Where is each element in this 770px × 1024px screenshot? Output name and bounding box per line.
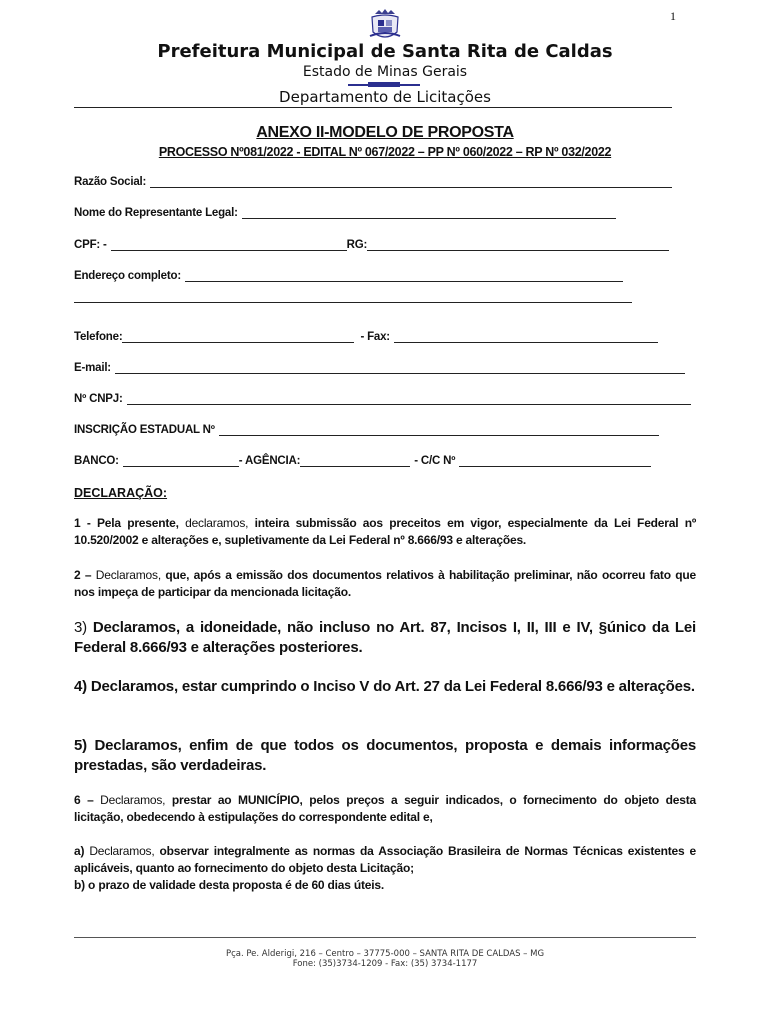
banco-line[interactable] [123, 455, 239, 467]
footer-address: Pça. Pe. Alderigi, 216 – Centro – 37775-000 – SANTA RITA DE CALDAS – MG [225, 949, 545, 959]
endereco-field[interactable] [74, 270, 623, 282]
p6-lead: 6 – [74, 793, 101, 807]
p2-text: que, após a emissão dos documentos relativos à habilitação preliminar, não ocorreu fato que nos impeça de participar da mencionada licitação. [74, 568, 696, 599]
declaration-paragraph-3 [74, 618, 696, 658]
p3-text: Declaramos, a idoneidade, não incluso no Art. 87, Incisos I, II, III e IV, §único da Lei Federal 8.666/93 e alterações posteriores. [74, 619, 696, 656]
declaration-paragraph-5: 5) Declaramos, enfim de que todos os documentos, proposta e demais informações prestadas, são verdadeiras. [74, 737, 696, 774]
pa-verb: Declaramos, [89, 844, 160, 858]
fax-label: - Fax: [360, 331, 390, 343]
representante-label: Nome do Representante Legal: [74, 207, 238, 219]
p2-verb: Declaramos, [95, 568, 166, 582]
cc-line[interactable] [459, 455, 651, 467]
process-line: PROCESSO Nº081/2022 - EDITAL Nº 067/2022 – PP Nº 060/2022 – RP Nº 032/2022 [158, 145, 612, 159]
p6-verb: Declaramos, [100, 793, 172, 807]
cpf-line[interactable] [111, 239, 347, 251]
municipality-title: Prefeitura Municipal de Santa Rita de Caldas [157, 41, 613, 62]
footer-rule [74, 937, 696, 938]
agencia-label: - AGÊNCIA: [238, 455, 301, 467]
endereco-line[interactable] [185, 270, 623, 282]
representante-line[interactable] [242, 207, 616, 219]
page-number: 1 [670, 9, 676, 23]
annex-title: ANEXO II-MODELO DE PROPOSTA [256, 124, 514, 141]
cc-label: - C/C Nº [414, 455, 456, 467]
email-line[interactable] [115, 362, 685, 374]
banco-label: BANCO: [74, 455, 119, 467]
footer-phone: Fone: (35)3734-1209 - Fax: (35) 3734-1177 [292, 959, 478, 969]
email-field[interactable] [74, 362, 685, 374]
state-name: Estado de Minas Gerais [302, 64, 468, 80]
razao-social-field[interactable] [74, 176, 672, 188]
header-rule [74, 107, 672, 108]
razao-social-label: Razão Social: [74, 176, 147, 188]
pa-lead: a) [74, 844, 90, 858]
rg-line[interactable] [367, 239, 669, 251]
inscricao-line[interactable] [219, 424, 659, 436]
department-name: Departamento de Licitações [279, 88, 491, 106]
email-label: E-mail: [74, 362, 111, 374]
telefone-fax-field[interactable] [74, 331, 658, 343]
telefone-line[interactable] [122, 331, 354, 343]
p2-lead: 2 – [74, 568, 96, 582]
declaration-item-a [74, 843, 696, 877]
agencia-line[interactable] [300, 455, 410, 467]
banco-field[interactable] [74, 455, 651, 467]
rg-label: RG: [346, 239, 368, 251]
coat-of-arms-icon [369, 8, 401, 44]
p1-text: inteira submissão aos preceitos em vigor, especialmente da Lei Federal nº 10.520/2002 e alterações e, supletivamente da Lei Federal nº 8.666/93 e alterações. [74, 516, 697, 547]
declaration-item-b: b) o prazo de validade desta proposta é de 60 dias úteis. [74, 878, 385, 892]
pa-text: observar integralmente as normas da Associação Brasileira de Normas Técnicas existentes e aplicáveis, quanto ao fornecimento do objeto desta Licitação; [74, 844, 696, 875]
cpf-rg-field[interactable] [74, 239, 669, 251]
p3-lead: 3) [74, 619, 93, 636]
declaration-paragraph-2 [74, 567, 696, 601]
header-divider-accent [368, 82, 400, 87]
endereco-line-2[interactable] [74, 302, 632, 303]
razao-social-line[interactable] [150, 176, 672, 188]
representante-field[interactable] [74, 207, 616, 219]
endereco-label: Endereço completo: [74, 270, 181, 282]
inscricao-label: INSCRIÇÃO ESTADUAL Nº [74, 424, 215, 436]
declaration-paragraph-1 [74, 515, 696, 549]
inscricao-field[interactable] [74, 424, 659, 436]
declaration-paragraph-6 [74, 792, 696, 826]
cnpj-field[interactable] [74, 393, 691, 405]
p6-text: prestar ao MUNICÍPIO, pelos preços a seguir indicados, o fornecimento do objeto desta licitação, obedecendo à estipulações do correspondente edital e, [74, 793, 696, 824]
cnpj-label: Nº CNPJ: [74, 393, 123, 405]
cnpj-line[interactable] [127, 393, 691, 405]
cpf-label: CPF: - [74, 239, 107, 251]
p1-lead: 1 - Pela presente, [74, 516, 186, 530]
telefone-label: Telefone: [74, 331, 123, 343]
p1-verb: declaramos, [185, 516, 255, 530]
declaration-heading: DECLARAÇÃO: [74, 486, 168, 500]
fax-line[interactable] [394, 331, 658, 343]
declaration-paragraph-4: 4) Declaramos, estar cumprindo o Inciso V do Art. 27 da Lei Federal 8.666/93 e alterações. [74, 678, 695, 695]
